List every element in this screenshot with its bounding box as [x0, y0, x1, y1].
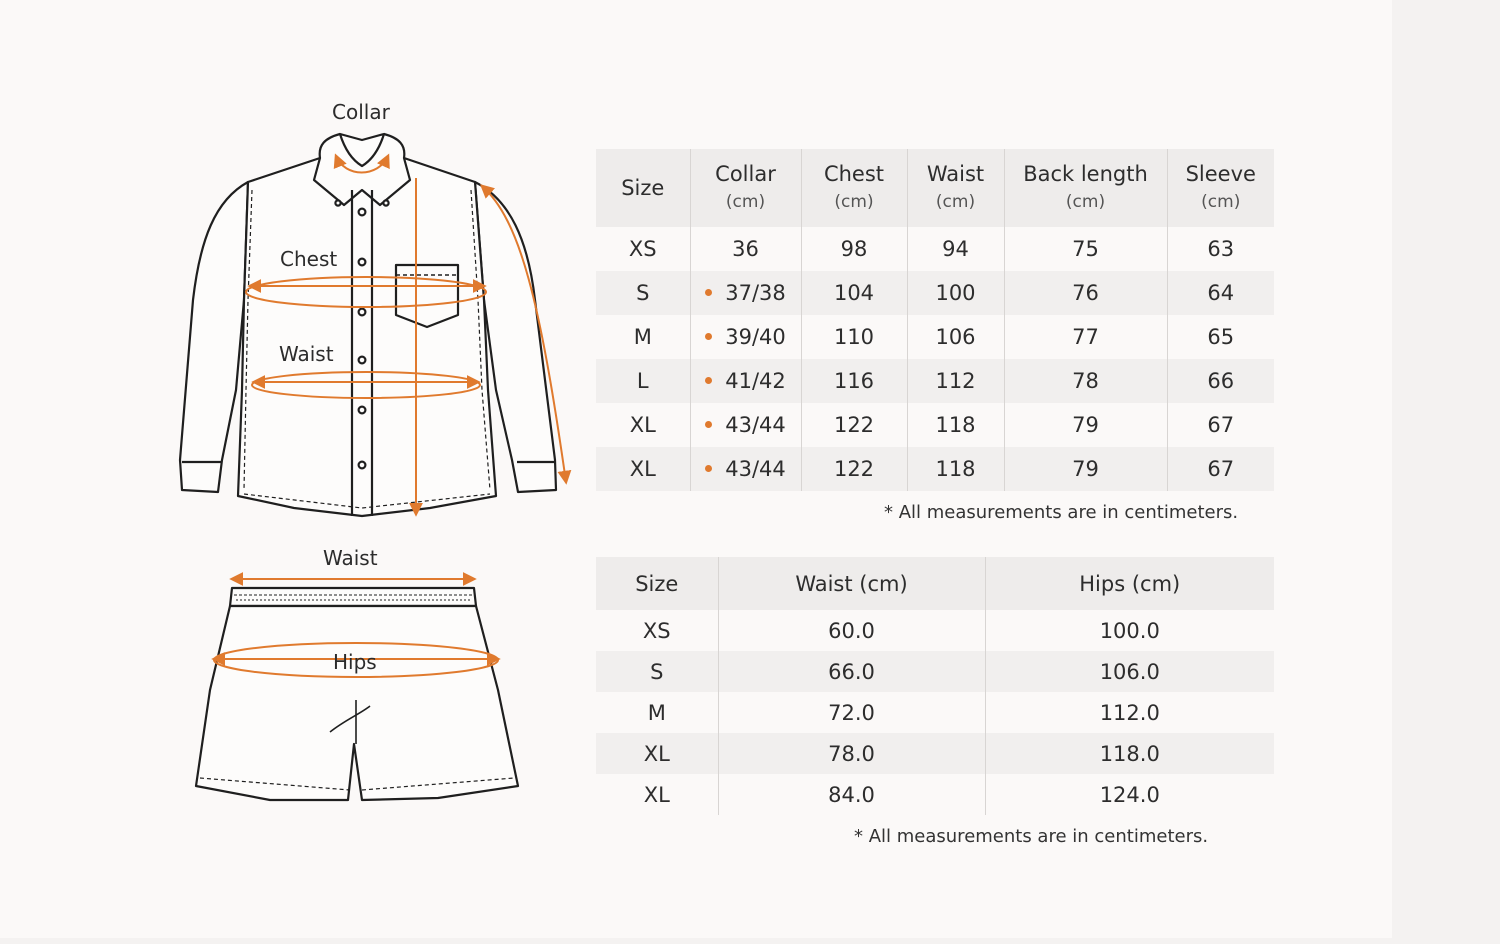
row-marker-dot	[705, 465, 712, 472]
cell-waist: 78.0	[718, 733, 985, 774]
cell-collar: 37/38	[690, 271, 801, 315]
cell-back-length: 76	[1004, 271, 1167, 315]
header-sleeve: Sleeve (cm)	[1167, 149, 1274, 227]
cell-sleeve: 67	[1167, 403, 1274, 447]
header-waist: Waist (cm)	[718, 557, 985, 610]
cell-chest: 116	[801, 359, 907, 403]
cell-waist: 118	[907, 403, 1004, 447]
cell-collar: 43/44	[690, 447, 801, 491]
cell-waist: 94	[907, 227, 1004, 271]
cell-sleeve: 63	[1167, 227, 1274, 271]
cell-collar: 41/42	[690, 359, 801, 403]
cell-sleeve: 66	[1167, 359, 1274, 403]
shirt-table-note: * All measurements are in centimeters.	[884, 502, 1239, 523]
header-chest: Chest (cm)	[801, 149, 907, 227]
cell-collar: 36	[690, 227, 801, 271]
cell-size: XL	[629, 413, 656, 437]
table-row	[596, 692, 1274, 733]
cell-waist: 60.0	[718, 610, 985, 651]
cell-waist: 106	[907, 315, 1004, 359]
table-row	[596, 610, 1274, 651]
cell-size: S	[596, 651, 718, 692]
cell-hips: 106.0	[985, 651, 1274, 692]
cell-size: M	[633, 325, 652, 349]
row-marker-dot	[705, 289, 712, 296]
cell-back-length: 78	[1004, 359, 1167, 403]
table-row	[596, 733, 1274, 774]
cell-back-length: 77	[1004, 315, 1167, 359]
header-collar: Collar (cm)	[690, 149, 801, 227]
table-row	[596, 227, 1274, 271]
cell-collar: 43/44	[690, 403, 801, 447]
cell-waist: 112	[907, 359, 1004, 403]
shorts-drawing	[196, 588, 518, 800]
cell-chest: 98	[801, 227, 907, 271]
table-row	[596, 651, 1274, 692]
row-marker-dot	[705, 377, 712, 384]
garment-illustrations	[0, 0, 600, 938]
garment-drawings	[0, 0, 600, 938]
cell-size: M	[647, 700, 666, 725]
table-row	[596, 271, 1274, 315]
shorts-size-table	[596, 557, 1274, 815]
hips-label: Hips	[333, 650, 377, 674]
shorts-table-header	[596, 557, 1274, 610]
row-marker-dot	[705, 333, 712, 340]
cell-chest: 122	[801, 447, 907, 491]
cell-hips: 100.0	[985, 610, 1274, 651]
cell-hips: 118.0	[985, 733, 1274, 774]
table-row	[596, 403, 1274, 447]
shorts-table-note: * All measurements are in centimeters.	[854, 826, 1209, 847]
header-size: Size	[596, 557, 718, 610]
header-hips: Hips (cm)	[985, 557, 1274, 610]
cell-size: L	[596, 359, 690, 403]
cell-size: S	[596, 271, 690, 315]
table-row	[596, 315, 1274, 359]
cell-waist: 100	[907, 271, 1004, 315]
shorts-waist-label: Waist	[323, 546, 378, 570]
cell-sleeve: 67	[1167, 447, 1274, 491]
cell-chest: 104	[801, 271, 907, 315]
cell-collar: 39/40	[690, 315, 801, 359]
cell-size: XS	[642, 618, 671, 643]
cell-waist: 66.0	[718, 651, 985, 692]
shirt-table-header	[596, 149, 1274, 227]
cell-size: XL	[643, 782, 670, 807]
chest-label: Chest	[280, 247, 338, 271]
header-waist: Waist (cm)	[907, 149, 1004, 227]
cell-back-length: 79	[1004, 403, 1167, 447]
cell-waist: 72.0	[718, 692, 985, 733]
table-row	[596, 447, 1274, 491]
shirt-waist-label: Waist	[279, 342, 334, 366]
cell-sleeve: 65	[1167, 315, 1274, 359]
cell-size: XS	[628, 237, 657, 261]
cell-waist: 118	[907, 447, 1004, 491]
cell-size: XL	[596, 447, 690, 491]
cell-back-length: 75	[1004, 227, 1167, 271]
cell-hips: 112.0	[985, 692, 1274, 733]
row-marker-dot	[705, 421, 712, 428]
cell-waist: 84.0	[718, 774, 985, 815]
cell-chest: 110	[801, 315, 907, 359]
table-row	[596, 774, 1274, 815]
cell-hips: 124.0	[985, 774, 1274, 815]
shirt-drawing	[180, 134, 556, 516]
table-row	[596, 359, 1274, 403]
shirt-size-table	[596, 149, 1274, 491]
header-back-length: Back length (cm)	[1004, 149, 1167, 227]
header-size: Size	[596, 149, 690, 227]
cell-size: XL	[596, 733, 718, 774]
collar-label: Collar	[332, 100, 390, 124]
cell-chest: 122	[801, 403, 907, 447]
cell-back-length: 79	[1004, 447, 1167, 491]
cell-sleeve: 64	[1167, 271, 1274, 315]
